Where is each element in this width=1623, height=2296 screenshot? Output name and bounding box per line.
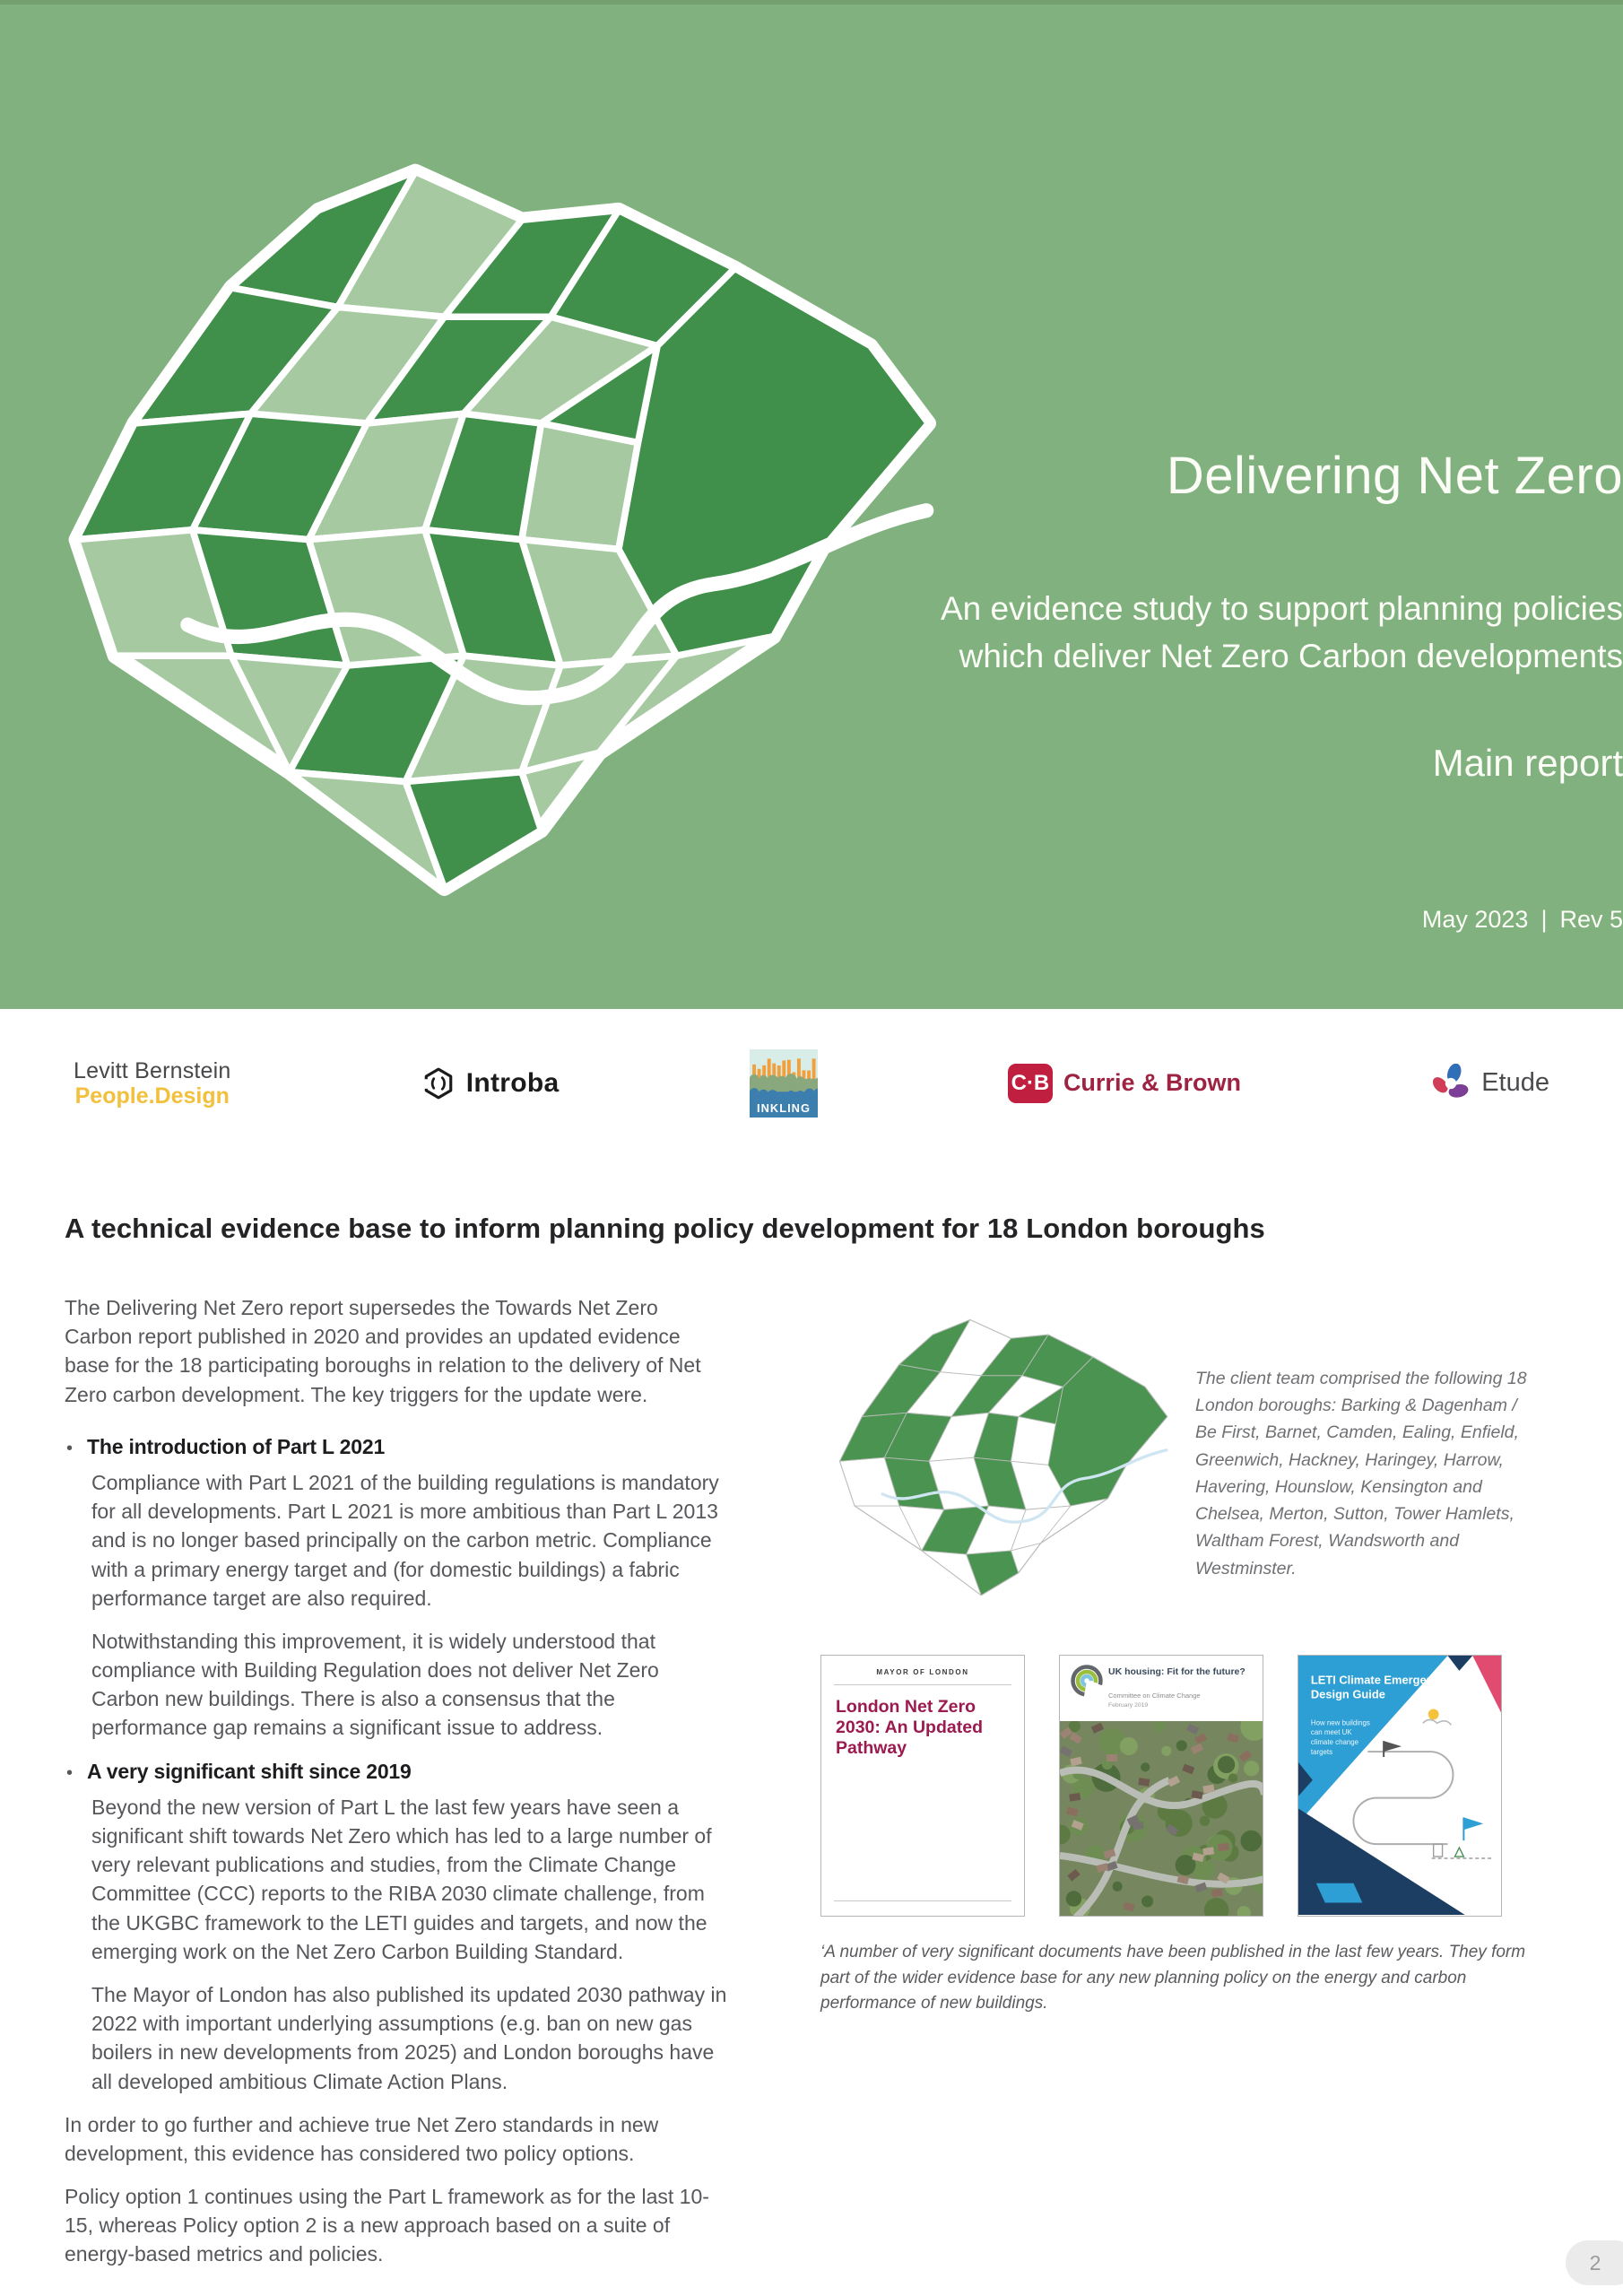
leti-subtitle-line: How new buildings — [1310, 1718, 1370, 1727]
intro-paragraph: The Delivering Net Zero report supersedes the Towards Net Zero Carbon report published in 2020 and provides an updated evidence base for the 18 participating boroughs in relation to the delivery of Net Zero carbon development. The key triggers for the update were. — [65, 1296, 701, 1406]
publisher-label: MAYOR OF LONDON — [876, 1668, 969, 1676]
paragraph: Compliance with Part L 2021 of the building regulations is mandatory for all developments. Part L 2021 is more ambitious than Part L 2013 and is no longer based principally on the carbon metric. Compliance with a primary energy target and (for domestic buildings) a fabric performance target are also required. — [91, 1470, 719, 1610]
paragraph: Beyond the new version of Part L the last few years have seen a significant shift towards Net Zero which has led to a large number of very relevant publications and studies, from the Climate Change Committee (CCC) reports to the RIBA 2030 climate challenge, from the UKGBC framework to the LETI guides and targets, and now the emerging work on the Net Zero Carbon Building Standard. — [91, 1795, 712, 1963]
introba-logo — [421, 1066, 560, 1100]
london-boroughs-map — [38, 103, 948, 937]
etude-pinwheel-icon — [1431, 1064, 1471, 1103]
paragraph: The Mayor of London has also published its updated 2030 pathway in 2022 with important underlying assumptions (e.g. ban on new gas boilers in new developments from 2025) and London boroughs have all developed ambitious Climate Action Plans. — [91, 1982, 727, 2093]
currie-brown-badge: C·B — [1008, 1064, 1053, 1103]
report-title: Delivering Net Zero — [1166, 447, 1623, 505]
bullet-title: The introduction of Part L 2021 — [87, 1434, 386, 1458]
levitt-bernstein-logo — [74, 1058, 231, 1109]
client-team-note: The client team comprised the following 18 London boroughs: Barking & Dagenham / Be First, Barnet, Camden, Ealing, Enfield, Greenwich, Hackney, Haringey, Harrow, Havering, Hounslow, Kensington and Chelsea, Merton, Sutton, Tower Hamlets, Waltham Forest, Wandsworth and Westminster. — [1195, 1369, 1527, 1578]
currie-brown-name: Currie & Brown — [1063, 1069, 1241, 1096]
leti-cover-graphic — [1298, 1656, 1501, 1915]
bullet-dot: • — [66, 1438, 74, 1458]
subtitle-line-1: An evidence study to support planning policies — [940, 590, 1623, 627]
bullet-section-part-l — [65, 1432, 730, 1743]
subtitle-line-2: which deliver Net Zero Carbon developments — [959, 637, 1623, 674]
bullet-title: A very significant shift since 2019 — [87, 1759, 412, 1783]
cover-title: London Net Zero 2030: An Updated Pathway — [836, 1697, 983, 1758]
bullet-dot: • — [66, 1762, 74, 1783]
date-separator: | — [1541, 906, 1548, 933]
leti-subtitle-line: can meet UK — [1310, 1728, 1352, 1737]
ccc-arcs-icon — [1069, 1663, 1105, 1699]
etude-logo — [1431, 1064, 1549, 1103]
leti-subtitle-line: targets — [1310, 1748, 1333, 1757]
svg-text:INKLING: INKLING — [756, 1100, 811, 1115]
bullet-item — [66, 1432, 730, 1461]
date-value: May 2023 — [1421, 906, 1529, 933]
cover-header — [1060, 1656, 1263, 1721]
currie-brown-logo — [1008, 1064, 1241, 1103]
report-date — [637, 906, 1623, 934]
etude-name: Etude — [1481, 1068, 1549, 1097]
partner-logo-band — [0, 1009, 1623, 1157]
bullet-body — [65, 1793, 730, 2096]
cover-london-net-zero — [820, 1655, 1025, 1917]
aerial-photo — [1060, 1721, 1263, 1917]
closing-paragraph: Policy option 1 continues using the Part L framework as for the last 10-15, whereas Policy option 2 is a new approach based on a suite of energy-based metrics and policies. — [65, 2185, 709, 2266]
cover-title: UK housing: Fit for the future? — [1108, 1666, 1245, 1677]
cover-banner — [0, 0, 1623, 1009]
leti-subtitle-line: climate change — [1310, 1738, 1359, 1747]
report-type: Main report — [1432, 742, 1623, 784]
covers-caption: ‘A number of very significant documents have been published in the last few years. They form part of the wider evidence base for any new planning policy on the energy and carbon performance of new buildings. — [820, 1943, 1526, 2013]
cover-leti-guide — [1298, 1655, 1502, 1917]
bullet-section-shift-2019 — [65, 1757, 730, 2096]
publication-covers — [820, 1655, 1502, 1917]
inkling-logo — [750, 1049, 818, 1118]
introba-hexagon-icon — [421, 1066, 456, 1100]
introba-name: Introba — [465, 1067, 560, 1098]
cover-uk-housing — [1059, 1655, 1263, 1917]
divider — [834, 1684, 1011, 1685]
participating-boroughs-map — [824, 1305, 1176, 1603]
divider — [834, 1900, 1011, 1901]
leti-title-line: Design Guide — [1310, 1687, 1385, 1701]
levitt-bernstein-tagline: People.Design — [74, 1083, 230, 1109]
bullet-body — [65, 1468, 730, 1743]
paragraph: Notwithstanding this improvement, it is widely understood that compliance with Building Regulation does not deliver Net Zero Carbon new buildings. There is also a consensus that the performance gap remains a significant issue to address. — [91, 1629, 659, 1740]
revision-value: Rev 5 — [1559, 906, 1623, 933]
page-number-badge: 2 — [1566, 2240, 1623, 2285]
cover-org: Committee on Climate Change — [1108, 1692, 1201, 1700]
bullet-item — [66, 1757, 730, 1786]
closing-paragraph: In order to go further and achieve true Net Zero standards in new development, this evidence has considered two policy options. — [65, 2112, 659, 2165]
inkling-skyline-icon — [750, 1049, 818, 1118]
main-content — [0, 1157, 1623, 2296]
levitt-bernstein-name: Levitt Bernstein — [74, 1057, 231, 1083]
report-subtitle — [637, 586, 1623, 680]
body-text-column — [65, 1293, 730, 2283]
page-heading: A technical evidence base to inform planning policy development for 18 London boroughs — [65, 1213, 1265, 1244]
cover-date: February 2019 — [1108, 1702, 1149, 1709]
leti-title-line: LETI Climate Emergency — [1310, 1673, 1446, 1687]
